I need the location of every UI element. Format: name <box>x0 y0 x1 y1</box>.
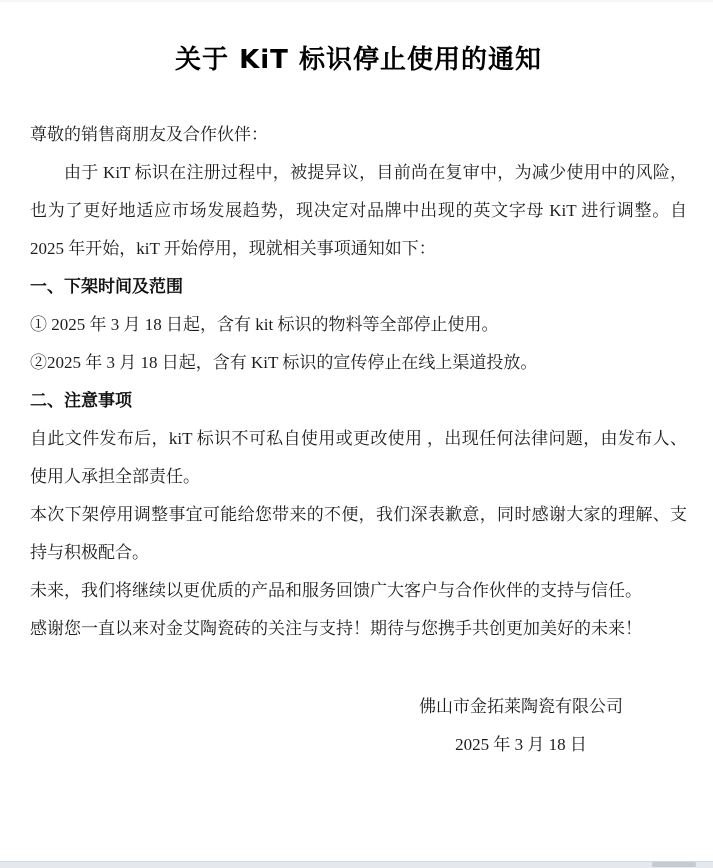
section2-heading: 二、注意事项 <box>30 391 132 411</box>
section2-paragraph-3: 未来，我们将继续以更优质的产品和服务回馈广大客户与合作伙伴的支持与信任。 <box>30 581 642 600</box>
signature-company: 佛山市金拓莱陶瓷有限公司 <box>419 697 623 716</box>
intro-paragraph: 由于 KiT 标识在注册过程中，被提异议，目前尚在复审中，为减少使用中的风险，也为了更好地适应市场发展趋势，现决定对品牌中出现的英文字母 KiT 进行调整。自 2025 年开始，kiT 开始停用，现就相关事项通知如下： <box>30 163 687 258</box>
signature-date: 2025 年 3 月 18 日 <box>455 735 587 754</box>
horizontal-scrollbar[interactable] <box>0 861 713 868</box>
section2-paragraph-1: 自此文件发布后，kiT 标识不可私自使用或更改使用 ，出现任何法律问题，由发布人、使用人承担全部责任。 <box>30 429 687 486</box>
greeting-line: 尊敬的销售商朋友及合作伙伴： <box>30 125 268 144</box>
section2-paragraph-4: 感谢您一直以来对金艾陶瓷砖的关注与支持！期待与您携手共创更加美好的未来！ <box>30 619 642 638</box>
document-page <box>30 42 687 764</box>
section1-item-1: ① 2025 年 3 月 18 日起，含有 kit 标识的物料等全部停止使用。 <box>30 315 499 334</box>
section1-item-2: ②2025 年 3 月 18 日起，含有 KiT 标识的宣传停止在线上渠道投放。 <box>30 353 538 372</box>
signature-block <box>415 688 627 764</box>
notice-title: 关于 KiT 标识停止使用的通知 <box>175 45 542 75</box>
section1-heading: 一、下架时间及范围 <box>30 277 183 297</box>
notice-body <box>30 116 687 764</box>
top-edge-strip <box>0 0 713 2</box>
section2-paragraph-2: 本次下架停用调整事宜可能给您带来的不便，我们深表歉意，同时感谢大家的理解、支持与积极配合。 <box>30 505 687 562</box>
scrollbar-thumb[interactable] <box>652 862 696 867</box>
